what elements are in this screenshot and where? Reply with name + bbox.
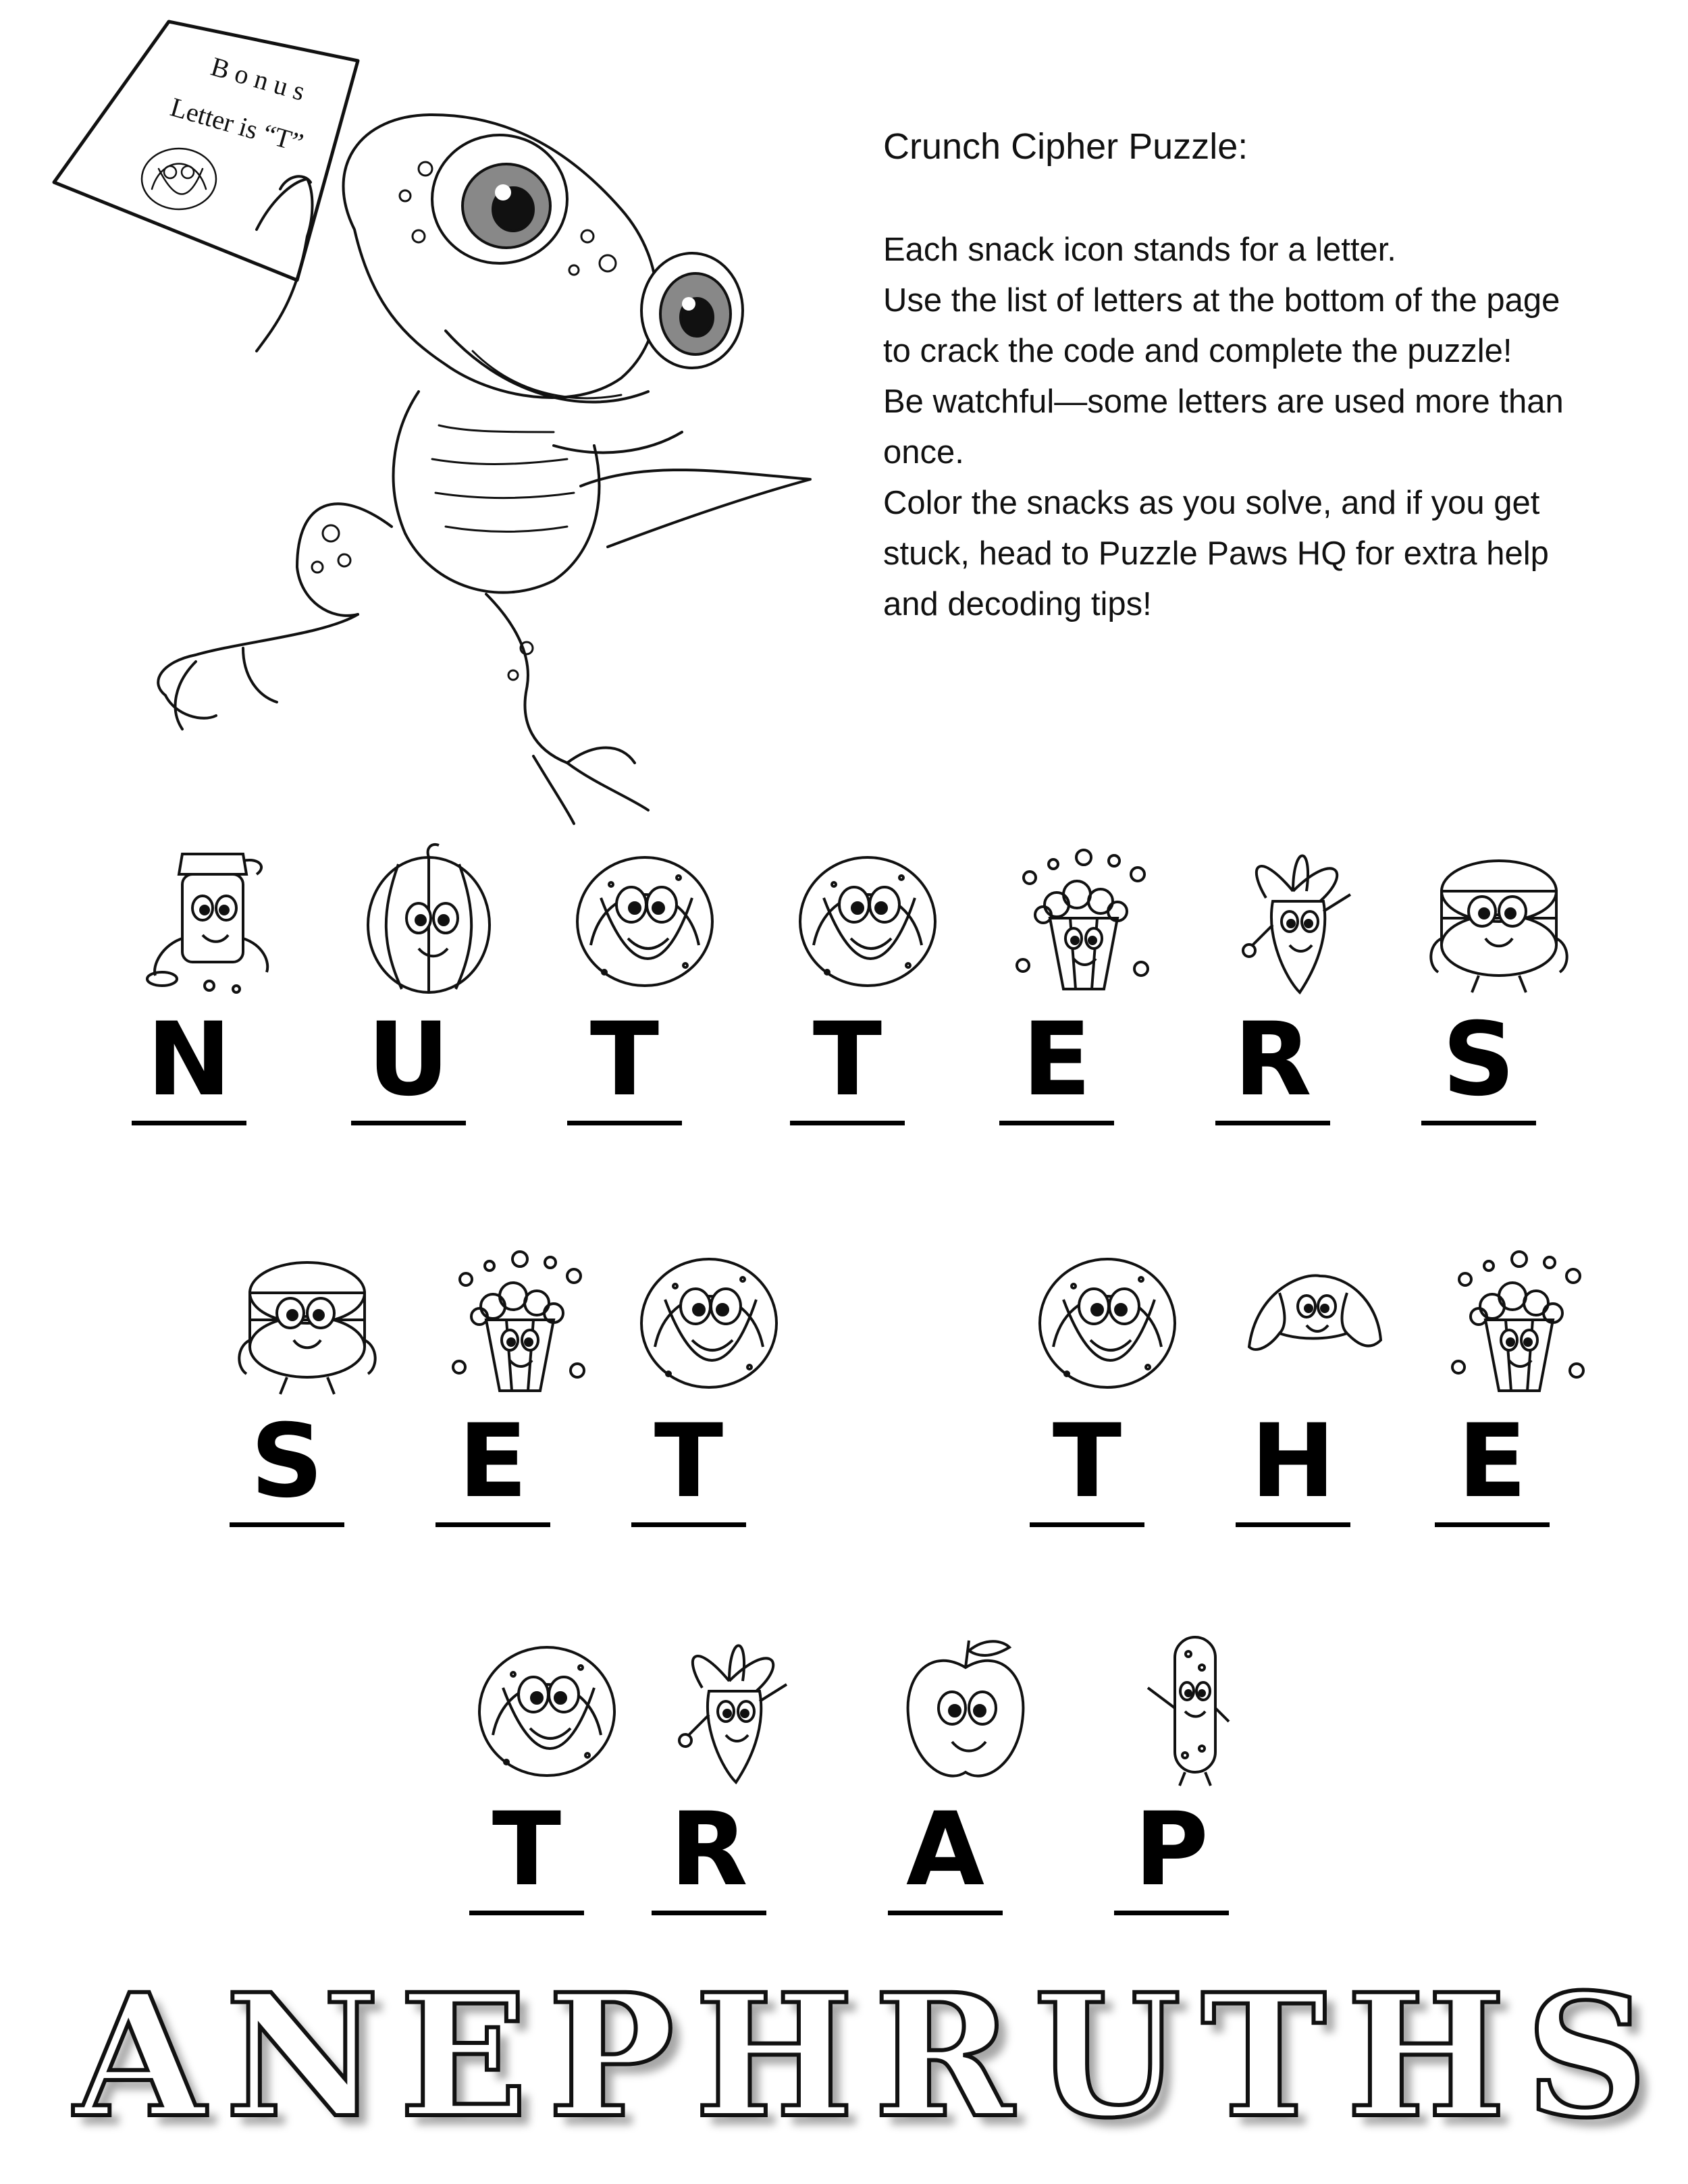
cipher-cell [999,837,1114,1134]
bonus-note-line2: Letter is “T” [167,91,307,159]
radish-icon [655,1627,803,1789]
cipher-cell [631,1239,746,1536]
answer-blank [436,1522,550,1527]
answer-blank [790,1121,905,1125]
pickle-icon [1117,1627,1266,1789]
bank-letter: T [1201,1956,1327,2155]
pretzel-icon [793,837,942,999]
answer-letter: T [589,1001,660,1119]
cipher-cell [132,837,246,1134]
sandwich-cookie-icon [1425,837,1573,999]
answer-blank [567,1121,682,1125]
instructions-panel [883,122,1579,630]
answer-letter: T [492,1791,562,1909]
apple-icon [891,1627,1040,1789]
answer-blank [230,1522,344,1527]
answer-letter: S [250,1403,324,1520]
answer-blank [1435,1522,1550,1527]
answer-letter: E [458,1403,528,1520]
puzzle-title: Crunch Cipher Puzzle: [883,126,1248,167]
answer-blank [1114,1911,1229,1915]
answer-letter: E [1022,1001,1092,1119]
cipher-cell [436,1239,550,1536]
cipher-cell [1236,1239,1350,1536]
bank-letter: S [1525,1956,1647,2155]
cipher-cell [230,1239,344,1536]
melon-icon [354,837,503,999]
answer-letter: A [905,1791,985,1909]
answer-letter: E [1457,1403,1527,1520]
left-eye [432,135,567,263]
instruction-line: Use the list of letters at the bottom of the page to crack the code and complete the puzzle! [883,282,1560,369]
answer-blank [132,1121,246,1125]
cipher-cell [652,1627,766,1924]
answer-blank [1236,1522,1350,1527]
cipher-cell [1030,1239,1144,1536]
lizard-mascot-illustration [41,14,824,830]
bank-letter: E [399,1956,528,2155]
answer-letter: S [1442,1001,1516,1119]
cipher-cell [1215,837,1330,1134]
sandwich-cookie-icon [233,1239,381,1401]
pretzel-icon [635,1239,783,1401]
answer-letter: U [367,1001,450,1119]
answer-blank [351,1121,466,1125]
answer-letter: T [654,1403,724,1520]
pretzel-icon [1033,1239,1182,1401]
answer-blank [1421,1121,1536,1125]
letter-bank [74,1956,1647,2155]
answer-blank [469,1911,584,1915]
answer-letter: R [670,1791,748,1909]
cipher-cell [567,837,682,1134]
instruction-line: Each snack icon stands for a letter. [883,232,1396,268]
bonus-note [54,22,358,280]
answer-letter: T [1052,1403,1122,1520]
cipher-cell [469,1627,584,1924]
answer-blank [888,1911,1003,1915]
answer-blank [999,1121,1114,1125]
answer-letter: T [812,1001,882,1119]
croissant-icon [1239,1239,1388,1401]
popcorn-icon [439,1239,587,1401]
cipher-cell [351,837,466,1134]
bonus-note-line1: B o n u s [207,51,309,107]
answer-blank [652,1911,766,1915]
instruction-line: Be watchful—some letters are used more than once. [883,383,1564,471]
cipher-cell [1114,1627,1229,1924]
bank-letter: N [225,1956,379,2155]
jam-jar-icon [135,837,284,999]
bank-letter: H [1346,1956,1506,2155]
bank-letter: R [874,1956,1014,2155]
instruction-line: Color the snacks as you solve, and if you get stuck, head to Puzzle Paws HQ for extra help and decoding tips! [883,485,1549,622]
answer-letter: H [1250,1403,1336,1520]
popcorn-icon [1438,1239,1587,1401]
pretzel-icon [473,1627,621,1789]
answer-letter: P [1134,1791,1209,1909]
bank-letter: U [1034,1956,1182,2155]
answer-letter: R [1234,1001,1312,1119]
popcorn-icon [1003,837,1151,999]
cipher-cell [790,837,905,1134]
bank-letter: H [694,1956,854,2155]
radish-icon [1219,837,1367,999]
cipher-cell [1421,837,1536,1134]
pretzel-icon [571,837,719,999]
bank-letter: P [548,1956,675,2155]
answer-blank [1030,1522,1144,1527]
cipher-cell [1435,1239,1550,1536]
answer-letter: N [147,1001,232,1119]
answer-blank [1215,1121,1330,1125]
cipher-cell [888,1627,1003,1924]
answer-blank [631,1522,746,1527]
right-eye [641,253,743,368]
bank-letter: A [74,1956,205,2155]
